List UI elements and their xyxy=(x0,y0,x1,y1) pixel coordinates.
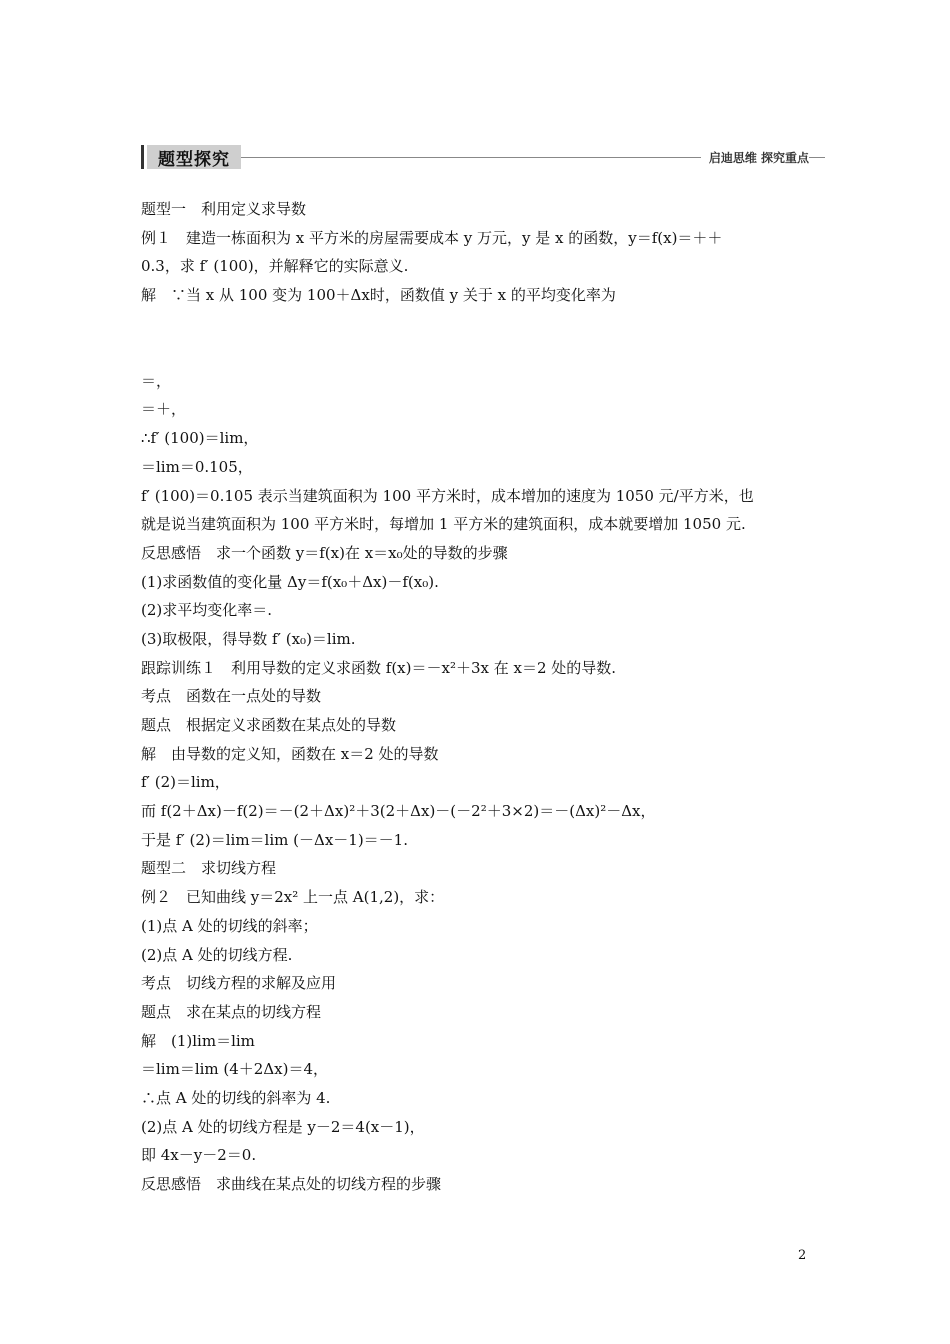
text-line: 反思感悟 求一个函数 y＝f(x)在 x＝x₀处的导数的步骤 xyxy=(141,543,508,562)
text-line: ∴点 A 处的切线的斜率为 4. xyxy=(141,1088,331,1107)
text-line: ＝lim＝lim (4＋2Δx)＝4， xyxy=(141,1060,329,1079)
text-line: 考点 切线方程的求解及应用 xyxy=(141,974,337,993)
section-banner xyxy=(141,143,809,173)
text-line: 考点 函数在一点处的导数 xyxy=(141,687,322,706)
text-line: 解 由导数的定义知，函数在 x＝2 处的导数 xyxy=(141,744,439,763)
text-line: (1)求函数值的变化量 Δy＝f(x₀＋Δx)－f(x₀). xyxy=(141,572,439,591)
text-line: (2)点 A 处的切线方程. xyxy=(141,945,293,964)
text-line: (1)点 A 处的切线的斜率； xyxy=(141,916,318,935)
text-line: 就是说当建筑面积为 100 平方米时，每增加 1 平方米的建筑面积，成本就要增加 1050 元. xyxy=(141,515,746,534)
banner-right-text: 启迪思维 探究重点 xyxy=(701,149,809,166)
text-line: 0.3，求 f′ (100)，并解释它的实际意义. xyxy=(141,257,409,276)
text-line: 例２ 已知曲线 y＝2x² 上一点 A(1,2)，求： xyxy=(141,888,445,907)
text-line: f′ (2)＝lim， xyxy=(141,773,230,792)
text-line: (3)取极限，得导数 f′ (x₀)＝lim. xyxy=(141,629,356,648)
text-line: 题点 求在某点的切线方程 xyxy=(141,1002,322,1021)
document-body xyxy=(141,195,813,1199)
banner-title-box xyxy=(147,145,241,169)
text-line: ＝， xyxy=(141,371,172,390)
text-line: 反思感悟 求曲线在某点处的切线方程的步骤 xyxy=(141,1175,442,1193)
text-line: 于是 f′ (2)＝lim＝lim (－Δx－1)＝－1. xyxy=(141,830,408,849)
text-line: 跟踪训练１ 利用导数的定义求函数 f(x)＝－x²＋3x 在 x＝2 处的导数. xyxy=(141,658,617,677)
text-line: 题点 根据定义求函数在某点处的导数 xyxy=(141,716,397,734)
text-line: f′ (100)＝0.105 表示当建筑面积为 100 平方米时，成本增加的速度为 1050 元/平方米，也 xyxy=(141,486,754,505)
text-line: 题型二 求切线方程 xyxy=(141,859,277,878)
text-line: 即 4x－y－2＝0. xyxy=(141,1146,257,1165)
page-number: 2 xyxy=(798,1248,807,1263)
banner-title: 题型探究 xyxy=(158,149,230,170)
text-line: 例１ 建造一栋面积为 x 平方米的房屋需要成本 y 万元，y 是 x 的函数，y＝f(x)＝＋＋ xyxy=(141,228,723,247)
banner-accent-bar xyxy=(141,145,144,169)
text-line: ＝lim＝0.105， xyxy=(141,457,253,476)
text-line: 解 (1)lim＝lim xyxy=(141,1031,255,1050)
blank-line xyxy=(141,310,813,367)
text-line: 题型一 利用定义求导数 xyxy=(141,200,307,218)
text-line: 而 f(2＋Δx)－f(2)＝－(2＋Δx)²＋3(2＋Δx)－(－2²＋3×2)＝－(Δx)²－Δx， xyxy=(141,802,656,821)
text-line: (2)点 A 处的切线方程是 y－2＝4(x－1)， xyxy=(141,1117,425,1136)
text-line: ∴f′ (100)＝lim， xyxy=(141,429,259,448)
text-line: 解 ∵当 x 从 100 变为 100＋Δx时，函数值 y 关于 x 的平均变化率为 xyxy=(141,286,616,305)
text-line: (2)求平均变化率＝. xyxy=(141,601,273,620)
text-line: ＝＋， xyxy=(141,400,187,419)
